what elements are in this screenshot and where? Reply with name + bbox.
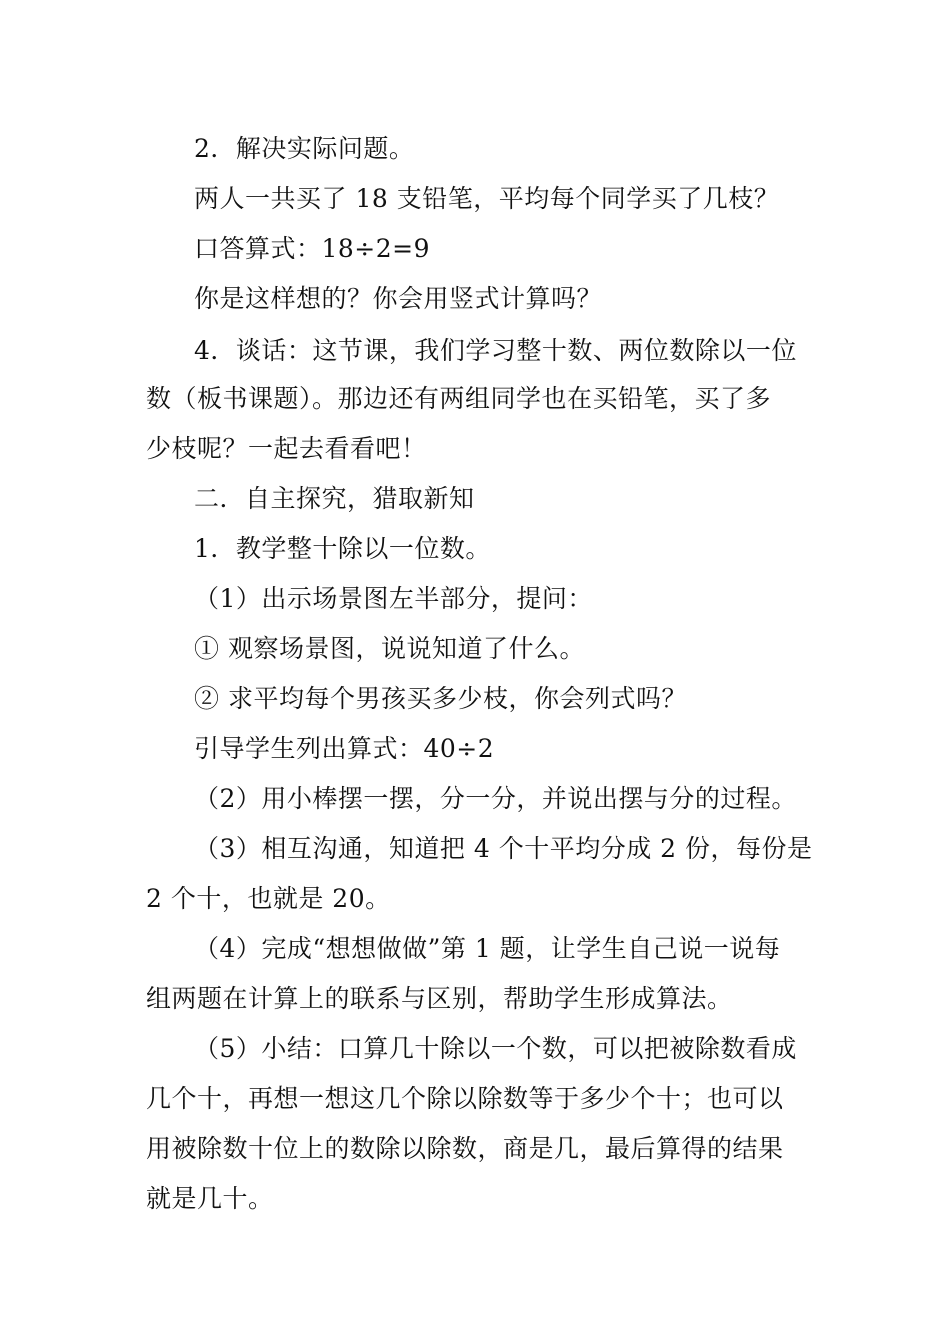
text-line: （4）完成“想想做做”第 1 题，让学生自己说一说每 — [194, 934, 781, 963]
text-line: 数（板书课题）。那边还有两组同学也在买铅笔，买了多 — [146, 384, 772, 413]
text-line: 口答算式：18÷2=9 — [194, 234, 431, 263]
text-line: （3）相互沟通，知道把 4 个十平均分成 2 份，每份是 — [194, 834, 813, 863]
text-line: 2．解决实际问题。 — [194, 134, 415, 163]
text-line: 1．教学整十除以一位数。 — [194, 534, 491, 563]
text-line: （2）用小棒摆一摆，分一分，并说出摆与分的过程。 — [194, 784, 797, 813]
text-line: 你是这样想的？你会用竖式计算吗？ — [194, 284, 603, 313]
text-line: 几个十，再想一想这几个除以除数等于多少个十；也可以 — [146, 1084, 784, 1113]
text-line: （5）小结：口算几十除以一个数，可以把被除数看成 — [194, 1034, 797, 1063]
text-line: 少枝呢？一起去看看吧！ — [146, 434, 427, 463]
text-line: ① 观察场景图，说说知道了什么。 — [194, 634, 585, 663]
text-line: ② 求平均每个男孩买多少枝，你会列式吗？ — [194, 684, 687, 713]
text-line: 两人一共买了 18 支铅笔，平均每个同学买了几枝？ — [194, 184, 780, 213]
text-line: 就是几十。 — [146, 1184, 274, 1213]
text-line: 2 个十，也就是 20。 — [146, 884, 391, 913]
text-line: 组两题在计算上的联系与区别，帮助学生形成算法。 — [146, 984, 733, 1013]
text-line: 引导学生列出算式：40÷2 — [194, 734, 495, 763]
section-heading: 二．自主探究，猎取新知 — [194, 484, 475, 513]
text-line: 4．谈话：这节课，我们学习整十数、两位数除以一位 — [194, 336, 797, 365]
text-line: 用被除数十位上的数除以除数，商是几，最后算得的结果 — [146, 1134, 784, 1163]
text-line: （1）出示场景图左半部分，提问： — [194, 584, 593, 613]
